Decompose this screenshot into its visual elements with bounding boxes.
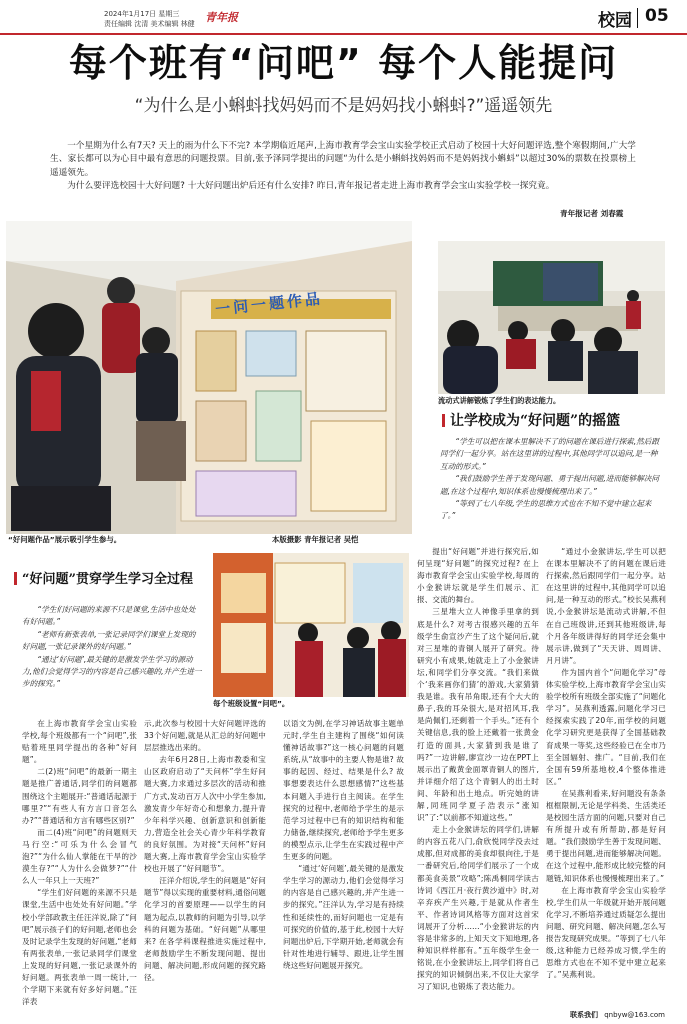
body-paragraph: 汪洋介绍说,学生的问题是“好问题节”得以实现的重要材料,通俗问题化学习的首要原理——以学生的问题为起点,以教师的问题为引导,以学科的问题为基础。“好问题”从哪里来? 在各学科课程推进实施过程中,老师鼓励学生不断发现问题、提出问题、解决问题,形成问题的探究路径。	[144, 876, 266, 982]
section-divider	[637, 8, 638, 28]
body-paragraph: 而二(4)班“问吧”的问题则天马行空:“可乐为什么会冒气泡?”“为什么仙人掌能在干旱的沙漠生存?”“人为什么会做梦?”“什么人一年只上一天班?”	[22, 827, 137, 886]
main-photo	[6, 221, 412, 534]
pull-quote-line: “等到了七八年级,学生的思维方式也在不知不觉中建立起来了。”	[440, 499, 652, 521]
body-paragraph: 三星堆大立人神像手里拿的到底是什么? 对考古很感兴趣的五年级学生俞宣沙产生了这个疑问后,就对三星堆的青铜人展开了研究。待研究小有成果,她就走上了小金猴讲坛,和同学们分享交流。“我们来做个‘我来画你们猜’的游戏,大家猜猜我是谁。我有吊角眼,还有个大大的鼻子,我的耳朵很大,是对招风耳,我是尚佩们,还剩着一个手头。”还有个关键信息,我的脸上还戴着一张黄金打造的面具,大家猜到我是谁了吗?”一边讲解,廖宣沙一边在PPT上展示出了戴黄金面罩青铜人的图片,并详细介绍了这个青铜人的出土时间、年龄和出土地点。听完她的讲解,同班同学夏子浩表示“涨知识”了:“以前都不知道这些。”	[417, 607, 539, 823]
pull-quote-line: “学生们好问题的来源不只是课堂,生活中也处处有好问题。”	[22, 605, 196, 627]
headline: 每个班有“问吧” 每个人能提问	[68, 41, 619, 85]
body-paragraph: 提出“好问题”并进行探究后,如何呈现“好问题”的探究过程? 在上海市教育学会宝山实验学校,每周的小金猴讲坛就是学生们展示、汇报、交流的舞台。	[417, 547, 539, 605]
main-photo-credit: 本版摄影 青年报记者 吴恺	[272, 535, 359, 544]
byline: 青年报记者 刘春霞	[560, 209, 624, 218]
photo-question-bar-scene	[213, 553, 409, 697]
body-column-1	[22, 718, 137, 1008]
header-rule	[0, 33, 687, 35]
section1-title: “好问题”贯穿学生学习全过程	[22, 572, 193, 587]
body-column-3	[283, 718, 404, 972]
board-title: 一问一题作品	[214, 289, 324, 319]
mid-photo-caption: 每个班级设置“问吧”。	[213, 699, 290, 708]
body-paragraph: “通过小金猴讲坛,学生可以把在课本里解决不了的问题在课后进行探索,然后跟同学们一起分享。站在这里讲的过程中,其他同学可以追问,是一种互动的形式。”校长吴燕利说,小金猴讲坛是流动式讲解,不但在自己班级讲,还到其他班级讲,每个月各年级讲得好的同学还会集中展示讲,做到了“天天讲、周周讲、月月讲”。	[546, 547, 666, 665]
pull-quote-line: “老师有新张表单,一张记录同学们课堂上发现的好问题,一张记录课外的好问题。”	[22, 629, 196, 652]
right-photo	[438, 241, 665, 394]
photo-classroom-scene	[438, 241, 665, 394]
title-marker-left	[442, 414, 445, 427]
body-column-2	[144, 718, 266, 984]
pull-quote-line: “我们鼓励学生善于发现问题、勇于提出问题,进而能够解决问题,在这个过程中,知识体系也慢慢梳理出来了。”	[440, 474, 659, 496]
section2-title: 让学校成为“好问题”的摇篮	[450, 413, 621, 429]
body-column-5	[546, 546, 666, 981]
mid-photo	[213, 553, 409, 697]
section1-title-block	[22, 568, 193, 587]
body-paragraph: 走上小金猴讲坛的同学们,讲解的内容五花八门,俞欣悦同学没去过成都,但对成都的美食却很向往,于是一番研究后,给同学们展示了一个成都美食美景“攻略”;陈禹桐同学读古诗词《西江月·夜行黄沙道中》时,对辛弃疾产生兴趣,于是就从作者生平、作者诗词风格等方面对这首宋词展开了分析……“小金猴讲坛的内容是非常多的,上知天文下知地理,各种知识样样都有。”五年级学生金一铭说,在小金猴讲坛上,同学们将自己探究的知识倾倒出来,不仅让大家学习了知识,也锻炼了表达能力。	[417, 825, 539, 992]
photo-hallway-scene	[6, 221, 412, 534]
body-paragraph: 去年6月28日,上海市教委和宝山区政府启动了“天问杯”学生好问题大赛,力求通过多层次的活动和推广方式,发动百万人次中小学生参加,激发青少年好奇心和想象力,提升青少年科学兴趣、创新意识和创新能力,营造全社会关心青少年科学教育的良好氛围。为对接“天问杯”好问题大赛,上海市教育学会宝山实验学校也开展了“好问题节”。	[144, 755, 266, 874]
editors-line: 责任编辑 沈清 美术编辑 林健	[104, 20, 195, 28]
pull-quote-line: “通过‘好问题’,最关键的是激发学生学习的源动力,他们会觉得学习的内容是自己感兴趣的,并产生进一步的探究。”	[22, 654, 202, 689]
lead-paragraph: 为什么要评选校园十大好问题? 十大好问题出炉后还有什么安排? 昨日,青年报记者走进上海市教育学会宝山实验学校一探究竟。	[67, 181, 555, 192]
contact-label: 联系我们	[570, 1011, 598, 1019]
title-marker-left	[14, 572, 17, 585]
body-paragraph: 二(2)班“问吧”的最新一期主题是推广普通话,同学们的问题都围绕这个主题展开:“普通话起源于哪里?”“有些人有方言口音怎么办?”“普通话和方言有哪些区别?”	[22, 767, 137, 825]
section2-title-block	[450, 410, 620, 430]
body-paragraph: 在上海市教育学会宝山实验学校,每个班级都有一个“问吧”,张贴着班里同学提出的各种“好问题”。	[22, 719, 137, 765]
lead-paragraph: 一个星期为什么有7天? 天上的雨为什么下不完? 本学期临近尾声,上海市教育学会宝山实验学校正式启动了校园十大好问题评选,整个寒假期间,广大学生、家长都可以为心目中最有意思的问题投票。目前,张予泽同学提出的问题“为什么是小蝌蚪找妈妈而不是妈妈找小蝌蚪”以超过30%的票数在投票榜上遥遥领先。	[50, 141, 636, 178]
header-bar	[0, 0, 687, 36]
body-column-4	[417, 546, 539, 993]
pull-quote-left	[22, 604, 202, 691]
right-photo-caption: 流动式讲解锻炼了学生们的表达能力。	[438, 396, 561, 405]
body-paragraph: “通过‘好问题’,最关键的是激发学生学习的源动力,他们会觉得学习的内容是自己感兴趣的,并产生进一步的探究。”汪洋认为,学习是有持续性和延续性的,而好问题也一定是有可探究的价值的,基于此,校园十大好问题出炉后,下学期开始,老师就会有针对性地进行辅导、跟进,让学生围绕这些好问题展开探究。	[283, 864, 404, 970]
contact-email[interactable]: qnbyw@163.com	[604, 1011, 665, 1019]
body-paragraph: 在吴燕利看来,好问题没有条条框框限制,无论是学科类、生活类还是校园生活方面的问题,只要对自己有所提升或有所帮助,都是好问题。“我们鼓励学生善于发现问题、勇于提出问题,进而能够解决问题。在这个过程中,能形成比较完整的问题链,知识体系也慢慢梳理出来了。”	[546, 788, 666, 883]
masthead-logo: 青年报	[205, 11, 238, 24]
body-paragraph: “学生们好问题的来源不只是课堂,生活中也处处有好问题。”学校小学部政教主任汪洋说,除了“问吧”展示孩子们的好问题,老师也会及时记录学生发现的好问题,“老师有两张表单,一张记录同学们课堂上发现的好问题,一张记录课外的好问题。两张表单一周一统计,一个学期下来就有好多好问题。”汪洋表	[22, 888, 137, 1007]
body-paragraph: 以语文为例,在学习神话故事主题单元时,学生自主建构了围绕“如何读懂神话故事?”这一核心问题的问题系统,从“故事中的主要人物是谁? 故事的起因、经过、结果是什么? 故事想要表达什么思想感情?”这些基本问题入手进行自主阅读。在学生探究的过程中,老师给予学生的是示范学习过程中已有的知识结构和能力储备,继续探究,老师给予学生更多的模型点示,让学生在实践过程中产生更多的问题。	[283, 719, 404, 862]
page-number: 05	[645, 6, 669, 26]
pull-quote-line: “学生可以把在课本里解决不了的问题在课后进行探索,然后跟同学们一起分享。站在这里讲的过程中,其他同学可以追问,是一种互动的形式。”	[440, 437, 659, 471]
body-paragraph: 示,此次参与校园十大好问题评选的33个好问题,就是从汇总的好问题中层层推选出来的。	[144, 719, 266, 753]
footer	[570, 1010, 665, 1020]
body-paragraph: 在上海市教育学会宝山实验学校,学生们从一年级就开始开展问题化学习,不断培养通过质疑怎么提出问题、研究问题、解决问题,怎么写报告发现研究成果。“等到了七八年级,这种能力已经养成习惯,学生的思维方式也在不知不觉中建立起来了。”吴燕利说。	[546, 885, 666, 980]
main-photo-caption: “好问题作品”展示吸引学生参与。	[8, 535, 122, 544]
lead-paragraphs	[50, 140, 636, 194]
pull-quote-right	[440, 436, 665, 523]
subheadline: “为什么是小蝌蚪找妈妈而不是妈妈找小蝌蚪?”遥遥领先	[134, 96, 553, 116]
section-name: 校园	[598, 11, 632, 31]
body-paragraph: 作为国内首个“问题化学习”母体实验学校,上海市教育学会宝山实验学校所有班级全部实施了“问题化学习”。吴燕利透露,问题化学习已经探索实践了20年,而学校的问题化学习研究更是获得了全国基础教育成果一等奖,这些经验已在全市乃至全国辐射、推广。“目前,我们在全国有59所基地校,4个整体推进区。”	[546, 667, 666, 786]
issue-date: 2024年1月17日 星期三	[104, 10, 180, 18]
